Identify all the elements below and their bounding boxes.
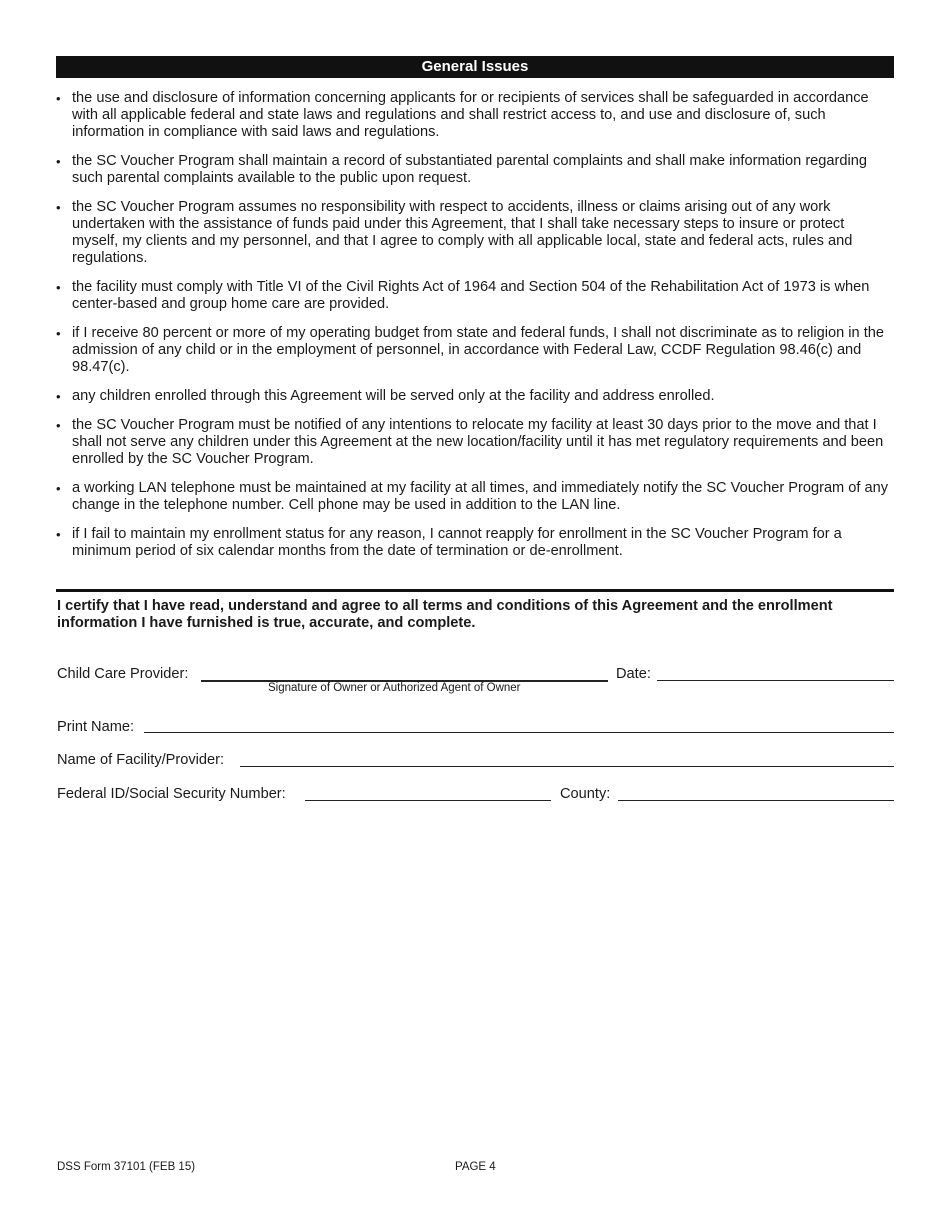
bullet-text: the SC Voucher Program must be notified of any intentions to relocate my facility at least 30 days prior to the move and that I shall not serve any children under this Agreement at the new location/facility until it has met regulatory requirements and been enrolled by the SC Voucher Program. xyxy=(72,417,884,467)
form-id: DSS Form 37101 (FEB 15) xyxy=(57,1161,196,1173)
bullet-text: if I receive 80 percent or more of my operating budget from state and federal funds, I shall not discriminate as to religion in the admission of any child or in the employment of personnel, in accordance with Federal Law, CCDF Regulation 98.46(c) and 98.47(c). xyxy=(72,325,885,375)
bullet-icon: • xyxy=(56,418,61,433)
bullet-icon: • xyxy=(56,326,61,341)
bullet-icon: • xyxy=(56,389,61,404)
list-item xyxy=(56,480,894,514)
facility-label: Name of Facility/Provider: xyxy=(57,752,225,768)
bullet-text: the SC Voucher Program assumes no responsibility with respect to accidents, illness or claims arising out of any work undertaken with the assistance of funds paid under this Agreement, that I shall take necessary steps to insure or protect myself, my clients and my personnel, and that I agree to comply with all applicable local, state and federal acts, rules and regulations. xyxy=(72,199,853,266)
bullet-text: the facility must comply with Title VI of the Civil Rights Act of 1964 and Section 504 of the Rehabilitation Act of 1973 is when center-based and group home care are provided. xyxy=(72,279,870,312)
bullet-text: the SC Voucher Program shall maintain a record of substantiated parental complaints and shall make information regarding such parental complaints available to the public upon request. xyxy=(72,153,867,186)
list-item xyxy=(56,526,894,560)
list-item xyxy=(56,199,894,267)
section-header-general-issues: General Issues xyxy=(56,56,894,78)
section-divider xyxy=(56,589,894,592)
bullet-icon: • xyxy=(56,200,61,215)
terms-bullet-list xyxy=(56,90,894,572)
bullet-icon: • xyxy=(56,527,61,542)
list-item xyxy=(56,279,894,313)
facility-field[interactable] xyxy=(240,766,894,767)
bullet-icon: • xyxy=(56,154,61,169)
page-number: PAGE 4 xyxy=(455,1161,496,1173)
federal-id-field[interactable] xyxy=(305,800,551,801)
bullet-text: the use and disclosure of information concerning applicants for or recipients of services shall be safeguarded in accordance with all applicable federal and state laws and regulations and shall restrict access to, and use and disclosure of, such information in compliance with said laws and regulations. xyxy=(72,90,869,140)
date-field[interactable] xyxy=(657,680,894,681)
signature-caption: Signature of Owner or Authorized Agent of Owner xyxy=(268,682,521,694)
provider-label: Child Care Provider: xyxy=(57,666,189,682)
print-name-label: Print Name: xyxy=(57,719,135,735)
list-item xyxy=(56,417,894,468)
county-label: County: xyxy=(560,786,611,802)
list-item xyxy=(56,153,894,187)
county-field[interactable] xyxy=(618,800,894,801)
bullet-icon: • xyxy=(56,280,61,295)
print-name-field[interactable] xyxy=(144,732,894,733)
bullet-icon: • xyxy=(56,481,61,496)
federal-id-label: Federal ID/Social Security Number: xyxy=(57,786,286,802)
certification-statement: I certify that I have read, understand and agree to all terms and conditions of this Agreement and the enrollment information I have furnished is true, accurate, and complete. xyxy=(57,598,833,631)
bullet-text: if I fail to maintain my enrollment status for any reason, I cannot reapply for enrollment in the SC Voucher Program for a minimum period of six calendar months from the date of termination or de-enrollment. xyxy=(72,526,842,559)
list-item xyxy=(56,388,894,405)
bullet-text: a working LAN telephone must be maintained at my facility at all times, and immediately notify the SC Voucher Program of any change in the telephone number. Cell phone may be used in addition to the LAN line. xyxy=(72,480,889,513)
list-item xyxy=(56,90,894,141)
list-item xyxy=(56,325,894,376)
bullet-icon: • xyxy=(56,91,61,106)
date-label: Date: xyxy=(616,666,651,682)
bullet-text: any children enrolled through this Agreement will be served only at the facility and address enrolled. xyxy=(72,388,715,404)
